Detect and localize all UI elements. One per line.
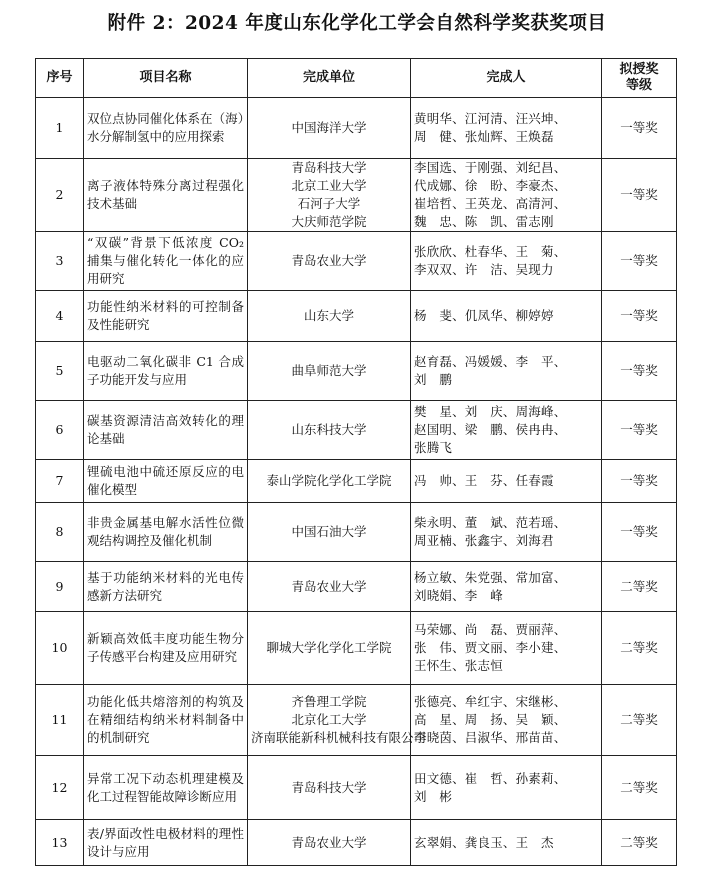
award-level: 一等奖 [602,460,677,503]
completers-line: 崔培哲、王英龙、高清河、 [414,196,567,211]
award-level: 二等奖 [602,612,677,685]
unit-line: 大庆师范学院 [291,214,367,229]
award-level: 一等奖 [602,232,677,291]
unit-line: 石河子大学 [297,196,361,211]
row-number: 8 [36,503,84,562]
unit-line: 济南联能新科机械科技有限公司 [251,730,427,745]
completers-line: 张腾飞 [414,440,453,455]
completers-line: 冯 帅、王 芬、任春霞 [414,473,554,488]
project-name: 非贵金属基电解水活性位微观结构调控及催化机制 [84,503,248,562]
header-unit: 完成单位 [248,59,411,98]
completers [411,562,602,612]
project-name: 锂硫电池中硫还原反应的电催化模型 [84,460,248,503]
completers [411,159,602,232]
completers-line: 杨立敏、朱党强、常加富、 [414,569,567,585]
document-title: 附件 2：2024 年度山东化学化工学会自然科学奖获奖项目 [107,13,607,34]
award-level: 一等奖 [602,342,677,401]
completion-unit [248,232,411,291]
award-level: 一等奖 [602,291,677,342]
completion-unit [248,342,411,401]
completers [411,291,602,342]
table-row [36,820,677,866]
unit-line: 青岛农业大学 [291,578,367,594]
project-name: 异常工况下动态机理建模及化工过程智能故障诊断应用 [84,756,248,820]
completers-line: 李双双、许 洁、吴现力 [414,262,554,277]
completers [411,460,602,503]
header-name: 项目名称 [84,59,248,98]
completers-line: 黄明华、江河清、汪兴坤、 [414,111,567,126]
header-num: 序号 [36,59,84,98]
project-name: 双位点协同催化体系在（海）水分解制氢中的应用探索 [84,98,248,159]
table-body [36,98,677,866]
table-row [36,159,677,232]
completers [411,232,602,291]
award-level: 一等奖 [602,503,677,562]
completers [411,503,602,562]
completion-unit [248,401,411,460]
completers [411,820,602,866]
completers-line: 樊 星、刘 庆、周海峰、 [414,404,567,419]
completers-line: 刘晓娟、李 峰 [414,587,503,603]
award-level: 二等奖 [602,756,677,820]
completers-line: 赵育磊、冯媛媛、李 平、 [414,354,567,369]
completion-unit [248,460,411,503]
table-row [36,503,677,562]
table-row [36,401,677,460]
completers-line: 柴永明、董 斌、范若瑶、 [414,515,567,530]
unit-line: 泰山学院化学化工学院 [266,473,392,488]
award-level: 一等奖 [602,401,677,460]
completers-line: 李晓茵、吕淑华、邢苗苗、 [414,730,567,745]
header-level [602,59,677,98]
completion-unit [248,562,411,612]
unit-line: 青岛科技大学 [291,779,367,795]
table-row [36,342,677,401]
table-header-row [36,59,677,98]
table-row [36,291,677,342]
completion-unit [248,503,411,562]
completers-line: 张德亮、牟红宇、宋继彬、 [414,694,567,709]
completers-line: 代成娜、徐 盼、李豪杰、 [414,178,567,193]
award-level: 二等奖 [602,562,677,612]
completion-unit [248,612,411,685]
completion-unit [248,98,411,159]
award-level: 一等奖 [602,98,677,159]
completers-line: 周亚楠、张鑫宇、刘海君 [414,533,554,548]
completers-line: 杨 斐、仉凤华、柳婷婷 [414,308,554,323]
row-number: 10 [36,612,84,685]
table-row [36,232,677,291]
award-level: 一等奖 [602,159,677,232]
unit-line: 青岛农业大学 [291,253,367,268]
table-row [36,98,677,159]
row-number: 11 [36,685,84,756]
unit-line: 山东大学 [303,308,354,323]
project-name: 功能性纳米材料的可控制备及性能研究 [84,291,248,342]
completers-line: 刘 鹏 [414,372,453,387]
completion-unit [248,756,411,820]
completers-line: 马荣娜、尚 磊、贾丽萍、 [414,622,567,637]
row-number: 1 [36,98,84,159]
completers-line: 魏 忠、陈 凯、雷志刚 [414,214,554,229]
completers-line: 田文德、崔 哲、孙素莉、 [414,770,567,786]
completers [411,98,602,159]
row-number: 4 [36,291,84,342]
unit-line: 中国海洋大学 [291,120,367,135]
completion-unit [248,159,411,232]
unit-line: 中国石油大学 [291,524,367,539]
completion-unit [248,685,427,756]
project-name: 电驱动二氧化碳非 C1 合成子功能开发与应用 [84,342,248,401]
table-row [36,562,677,612]
completers-line: 李国选、于刚强、刘纪昌、 [414,160,567,175]
row-number: 9 [36,562,84,612]
project-name: 碳基资源清洁高效转化的理论基础 [84,401,248,460]
completers-line: 张欣欣、杜春华、王 菊、 [414,244,567,259]
unit-line: 青岛农业大学 [291,834,367,850]
award-level: 二等奖 [602,820,677,866]
header-people: 完成人 [411,59,602,98]
completers-line: 高 星、周 扬、吴 颖、 [414,712,567,727]
completers-line: 玄翠娟、龚良玉、王 杰 [414,834,554,850]
project-name: “双碳”背景下低浓度 CO₂ 捕集与催化转化一体化的应用研究 [84,232,248,291]
completers-line: 刘 彬 [414,788,453,804]
completers [411,612,602,685]
row-number: 3 [36,232,84,291]
completers [411,685,602,756]
table-row [36,460,677,503]
table-row [36,612,677,685]
header-level-text: 拟授奖等级 [619,62,659,93]
unit-line: 聊城大学化学化工学院 [266,640,392,655]
unit-line: 北京工业大学 [291,178,367,193]
awards-table [35,58,677,866]
completion-unit [248,820,411,866]
row-number: 7 [36,460,84,503]
unit-line: 青岛科技大学 [291,160,367,175]
completers-line: 张 伟、贾文丽、李小建、 [414,640,567,655]
unit-line: 北京化工大学 [291,712,367,727]
completers [411,342,602,401]
project-name: 功能化低共熔溶剂的构筑及在精细结构纳米材料制备中的机制研究 [84,685,248,756]
project-name: 表/界面改性电极材料的理性设计与应用 [84,820,248,866]
unit-line: 曲阜师范大学 [291,363,367,378]
completers-line: 赵国明、梁 鹏、侯冉冉、 [414,422,567,437]
completers [411,756,602,820]
project-name: 基于功能纳米材料的光电传感新方法研究 [84,562,248,612]
table-row [36,756,677,820]
unit-line: 齐鲁理工学院 [291,694,367,709]
project-name: 离子液体特殊分离过程强化技术基础 [84,159,248,232]
row-number: 13 [36,820,84,866]
row-number: 2 [36,159,84,232]
table-row [36,685,677,756]
row-number: 6 [36,401,84,460]
completers-line: 周 健、张灿辉、王焕磊 [414,129,554,144]
project-name: 新颖高效低丰度功能生物分子传感平台构建及应用研究 [84,612,248,685]
completion-unit [248,291,411,342]
unit-line: 山东科技大学 [291,422,367,437]
row-number: 5 [36,342,84,401]
completers-line: 王怀生、张志恒 [414,658,503,673]
completers [411,401,602,460]
award-level: 二等奖 [602,685,677,756]
row-number: 12 [36,756,84,820]
